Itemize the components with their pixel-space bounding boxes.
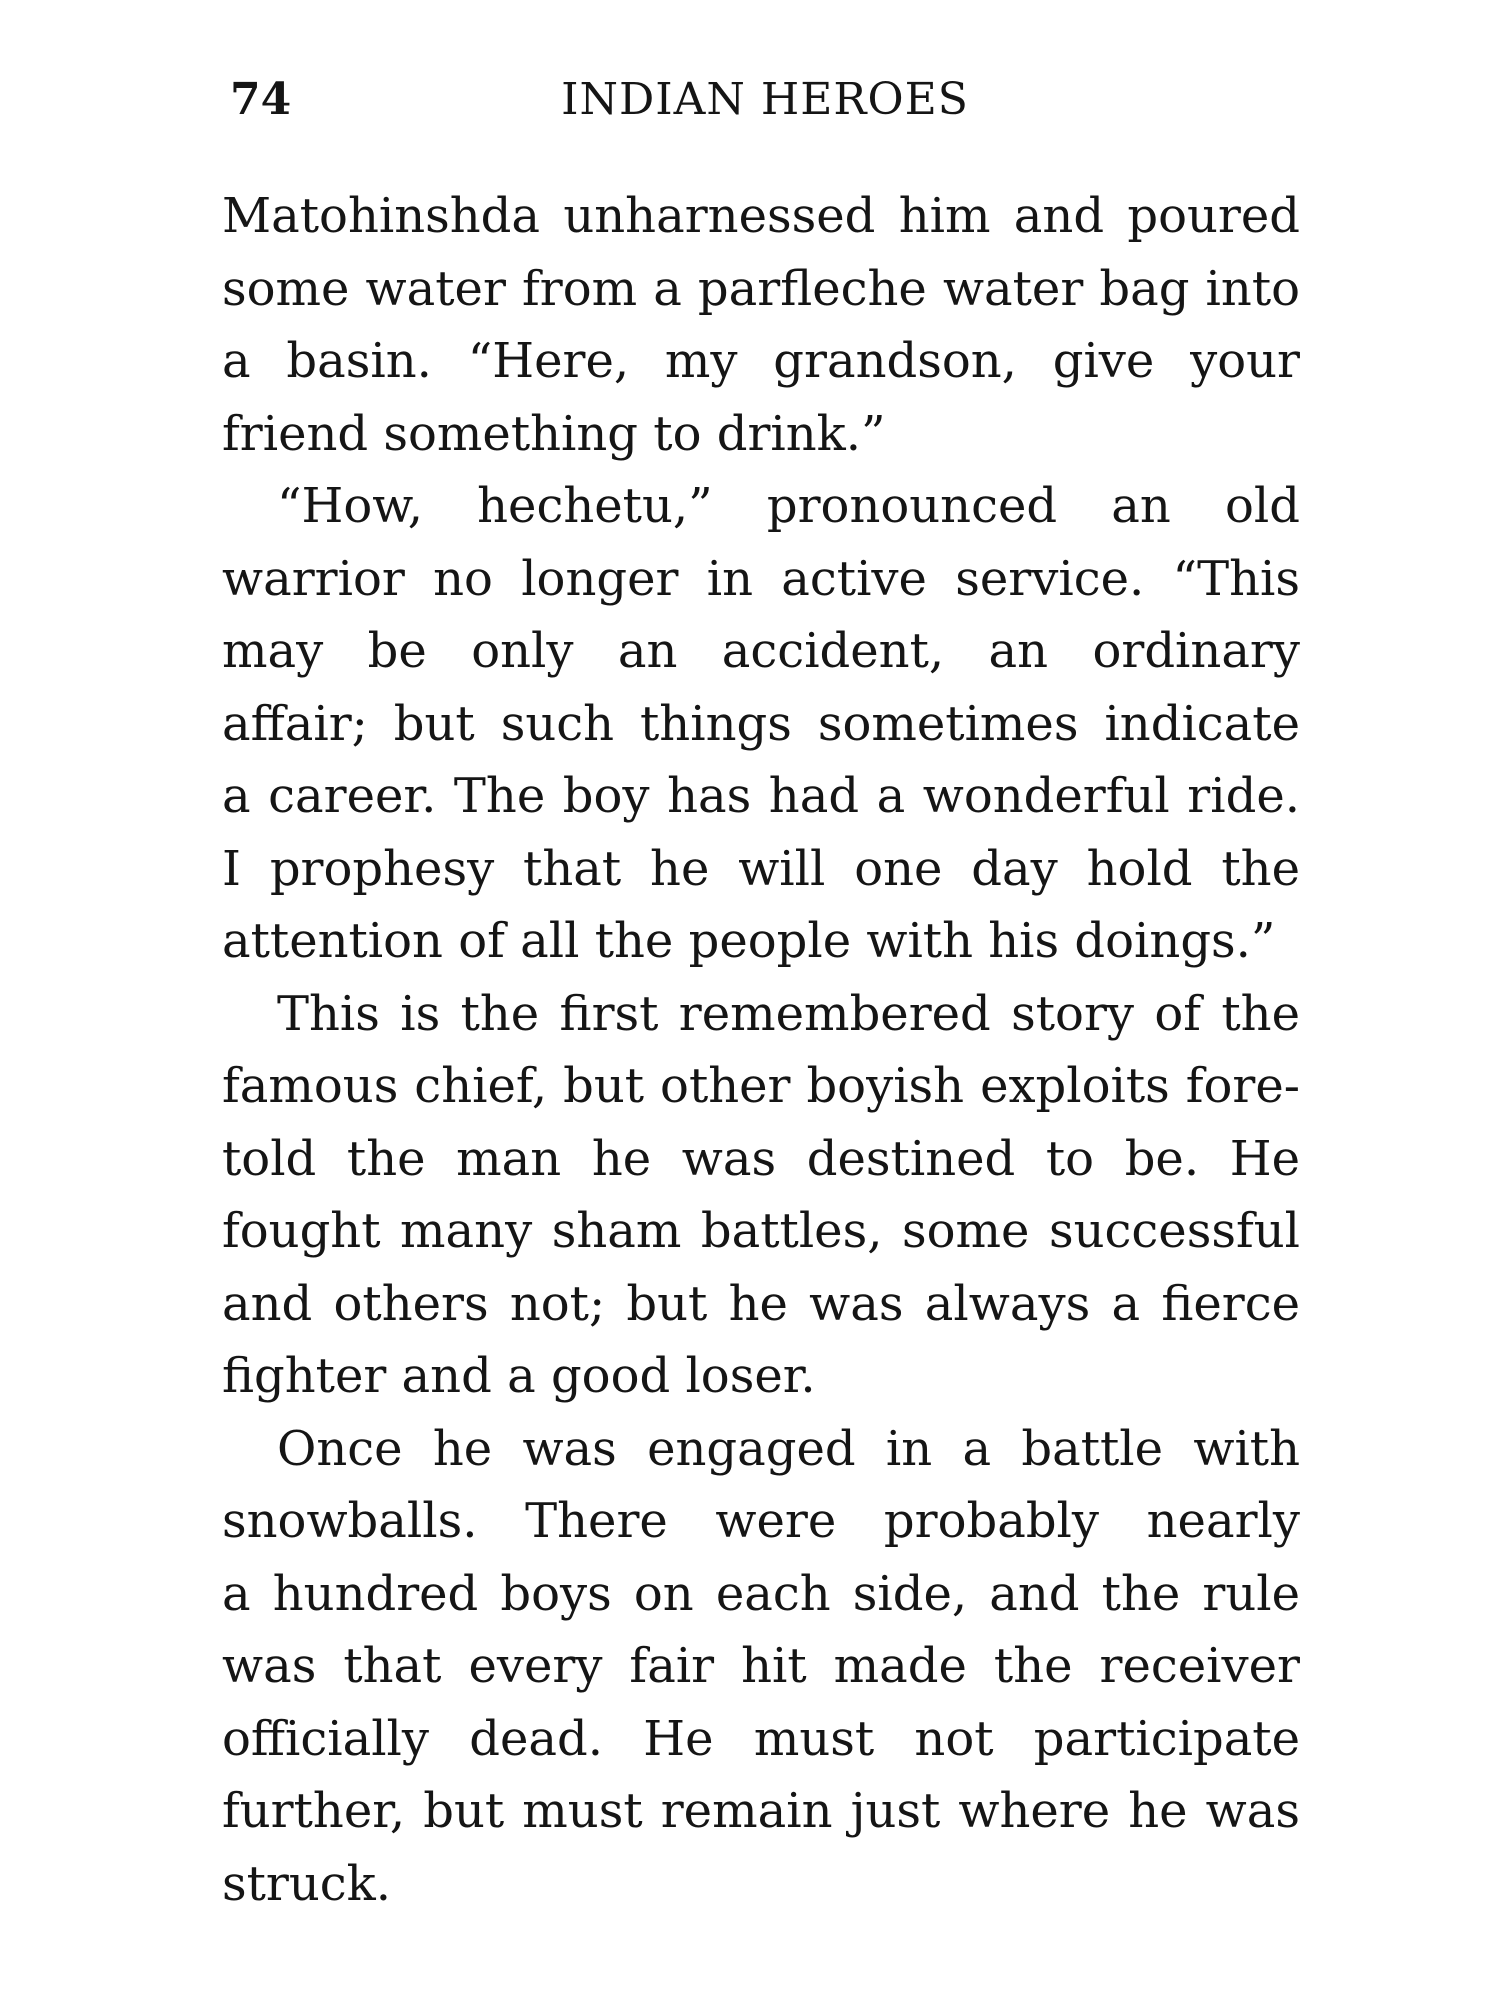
page-number: 74 (230, 74, 292, 125)
paragraph-4 (222, 1413, 1300, 1921)
text-line: a basin. “Here, my grandson, give your (222, 333, 1300, 389)
text-line: told the man he was destined to be. He (222, 1130, 1300, 1187)
text-line: “How, hechetu,” pronounced an old (277, 478, 1300, 534)
text-line: may be only an accident, an ordinary (222, 623, 1300, 679)
book-title: INDIAN HEROES (561, 74, 969, 125)
text-line: snowballs. There were probably nearly (222, 1493, 1300, 1549)
paragraph-3 (222, 978, 1300, 1413)
text-line: a hundred boys on each side, and the rule (222, 1565, 1300, 1622)
text-line: fought many sham battles, some successful (222, 1203, 1300, 1259)
paragraph-1 (222, 180, 1300, 470)
text-line: further, but must remain just where he was (222, 1783, 1300, 1839)
text-line: some water from a parfleche water bag into (222, 260, 1300, 317)
paragraph-2 (222, 470, 1300, 978)
text-line: Once he was engaged in a battle with (277, 1420, 1300, 1477)
text-line: attention of all the people with his doings.” (222, 913, 1276, 969)
body-text (222, 180, 1300, 1920)
text-line: struck. (222, 1855, 392, 1912)
text-line: affair; but such things sometimes indicate (222, 695, 1300, 752)
text-line: This is the first remembered story of the (277, 985, 1300, 1042)
text-line: warrior no longer in active service. “This (222, 550, 1300, 607)
text-line: officially dead. He must not participate (222, 1710, 1300, 1767)
text-line: Matohinshda unharnessed him and poured (222, 188, 1300, 244)
text-line: famous chief, but other boyish exploits fore- (222, 1058, 1300, 1114)
running-head (230, 70, 1300, 130)
text-line: friend something to drink.” (222, 405, 886, 462)
text-line: I prophesy that he will one day hold the (222, 840, 1300, 897)
text-line: fighter and a good loser. (222, 1348, 816, 1404)
text-line: was that every fair hit made the receiver (222, 1638, 1300, 1694)
text-line: a career. The boy has had a wonderful ride. (222, 768, 1300, 824)
text-line: and others not; but he was always a fierce (222, 1275, 1300, 1332)
